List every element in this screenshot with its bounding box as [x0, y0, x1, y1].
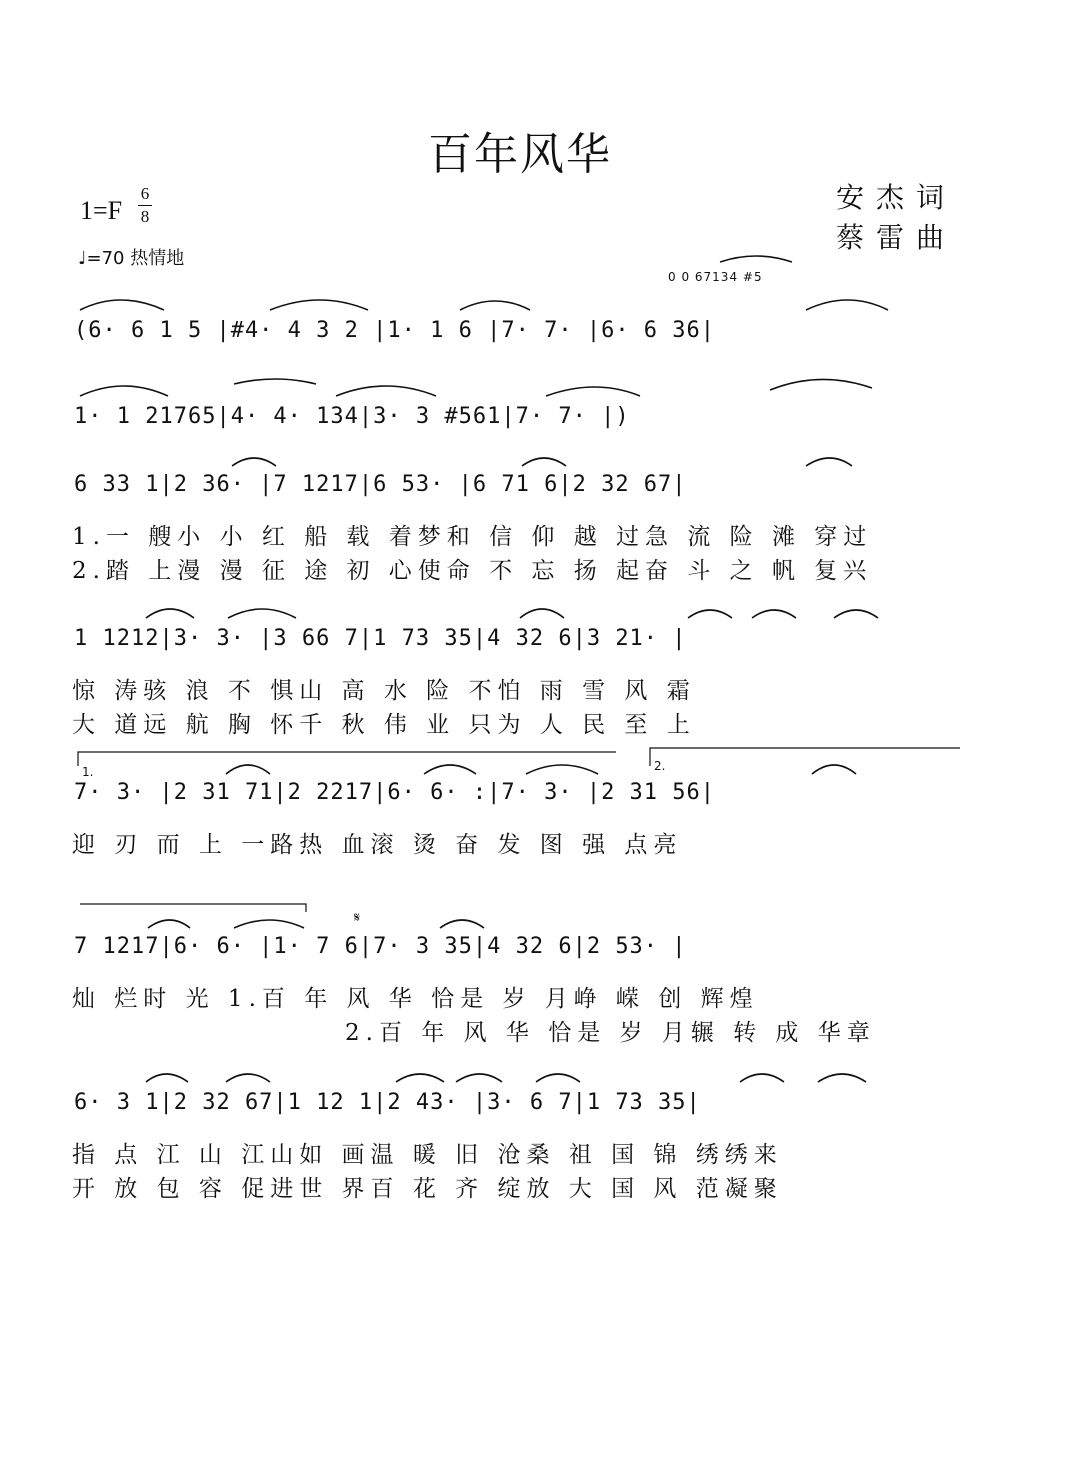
slur — [818, 1074, 866, 1082]
slur — [80, 386, 168, 396]
lyricist-credit: 安杰词 — [836, 181, 957, 214]
slur — [228, 609, 296, 618]
slur — [536, 1074, 580, 1082]
slur — [770, 379, 872, 390]
slur — [146, 609, 194, 618]
volta-label: 1. — [82, 765, 94, 779]
song-title: 百年风华 — [428, 129, 612, 180]
time-signature-top: 6 — [140, 184, 150, 203]
lyric-line-3-verse-2: 2.踏 上漫 漫 征 途 初 心使命 不 忘 扬 起奋 斗 之 帆 复兴 — [72, 558, 873, 584]
slur — [234, 920, 304, 928]
slur — [396, 1074, 444, 1082]
slur — [226, 765, 270, 774]
slur — [526, 765, 598, 774]
slur — [812, 765, 856, 774]
volta-bracket — [78, 752, 616, 766]
slur — [270, 300, 368, 310]
slur — [80, 300, 164, 310]
segno-sign: 𝄋 — [354, 910, 361, 926]
slur — [232, 458, 276, 466]
notation-line-2: 1· 1 21765|4· 4· 134|3· 3 #561|7· 7· |) — [74, 404, 630, 429]
lyric-line-5-verse-1: 迎 刃 而 上 一路热 血滚 烫 奋 发 图 强 点亮 — [72, 832, 683, 858]
slur — [806, 300, 888, 310]
notation-line-4: 1 1212|3· 3· |3 66 7|1 73 35|4 32 6|3 21· | — [74, 626, 687, 651]
lyric-line-4-verse-1: 惊 涛骇 浪 不 惧山 高 水 险 不怕 雨 雪 风 霜 — [72, 678, 696, 704]
lyric-line-3-verse-1: 1.一 艘小 小 红 船 载 着梦和 信 仰 越 过急 流 险 滩 穿过 — [72, 524, 873, 550]
slur — [546, 387, 640, 396]
lyric-line-4-verse-2: 大 道远 航 胸 怀千 秋 伟 业 只为 人 民 至 上 — [72, 712, 696, 738]
lyric-line-7-verse-2: 开 放 包 容 促进世 界百 花 齐 绽放 大 国 风 范凝聚 — [72, 1176, 783, 1202]
grace-note-ornament: 0 0 67134 #5 — [668, 270, 763, 284]
time-signature-bottom: 8 — [140, 207, 150, 226]
slur — [456, 1074, 502, 1082]
slur — [688, 610, 732, 618]
notation-line-3: 6 33 1|2 36· |7 1217|6 53· |6 71 6|2 32 67| — [74, 472, 687, 497]
slur — [440, 920, 484, 928]
slur — [720, 256, 792, 262]
ending-bracket — [80, 904, 306, 912]
slur — [336, 386, 436, 396]
slur — [460, 301, 530, 310]
slur — [740, 1074, 784, 1082]
slur — [424, 765, 476, 774]
notation-line-5: 7· 3· |2 31 71|2 2217|6· 6· :|7· 3· |2 31 56| — [74, 780, 716, 805]
slur — [148, 920, 190, 928]
notation-line-1: (6· 6 1 5 |#4· 4 3 2 |1· 1 6 |7· 7· |6· 6 36| — [74, 318, 716, 343]
tempo-marking: ♩=70 热情地 — [78, 248, 185, 269]
volta-bracket — [650, 748, 960, 766]
slur — [226, 1074, 270, 1082]
lyric-line-7-verse-1: 指 点 江 山 江山如 画温 暖 旧 沧桑 祖 国 锦 绣绣来 — [72, 1142, 783, 1168]
slur — [806, 458, 852, 466]
slur — [752, 610, 796, 618]
slur — [520, 609, 564, 618]
slur — [234, 379, 316, 384]
lyric-line-6-verse-1: 灿 烂时 光 1.百 年 风 华 恰是 岁 月峥 嵘 创 辉煌 — [72, 986, 759, 1012]
lyric-line-6-verse-2: 2.百 年 风 华 恰是 岁 月辗 转 成 华章 — [345, 1020, 876, 1046]
composer-credit: 蔡雷曲 — [836, 221, 957, 254]
slur — [146, 1074, 188, 1082]
volta-label: 2. — [654, 759, 666, 773]
notation-line-6: 7 1217|6· 6· |1· 7 6|7· 3 35|4 32 6|2 53· | — [74, 934, 687, 959]
notation-line-7: 6· 3 1|2 32 67|1 12 1|2 43· |3· 6 7|1 73 35| — [74, 1090, 701, 1115]
key-signature: 1=F — [80, 196, 123, 225]
slur — [834, 610, 878, 618]
slur — [522, 458, 566, 466]
